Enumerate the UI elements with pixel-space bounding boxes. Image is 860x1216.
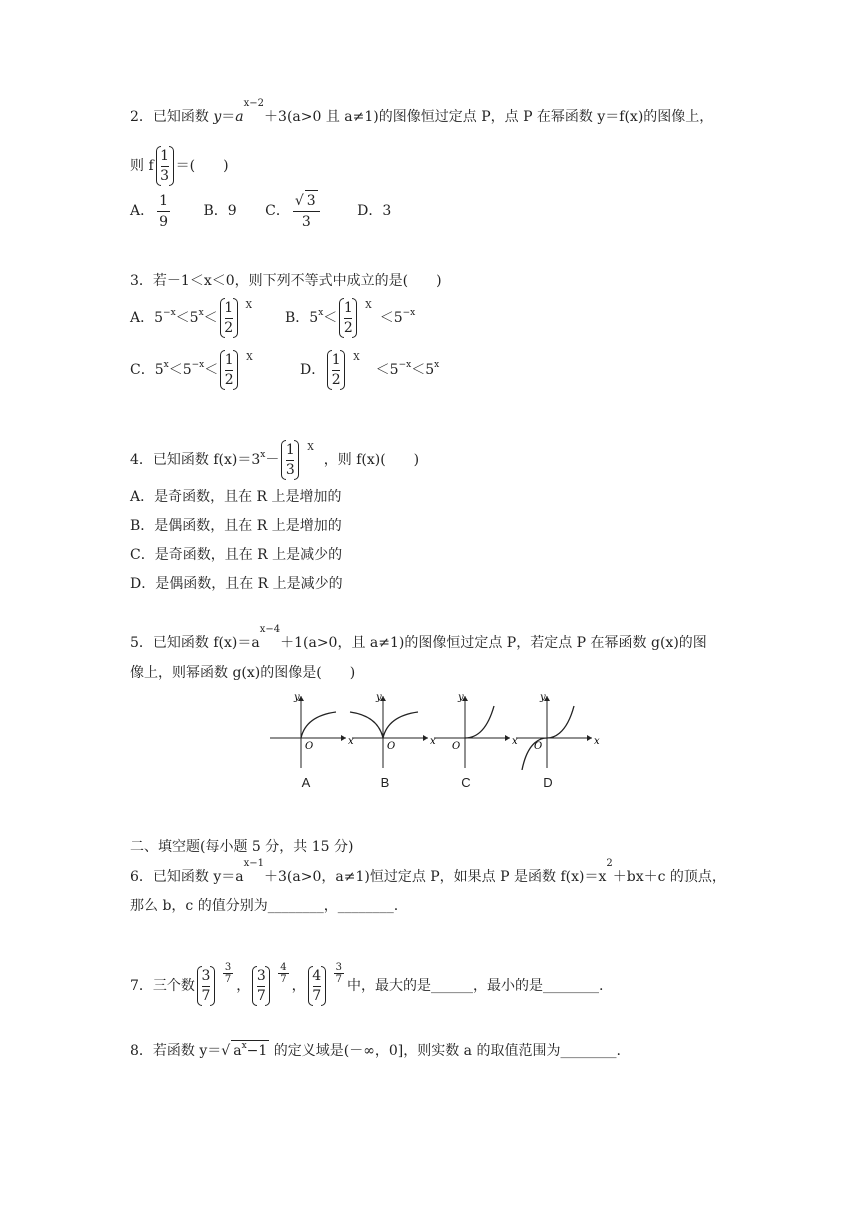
q8-exp: x bbox=[241, 1041, 247, 1051]
q2-opt-a: A． bbox=[130, 203, 155, 219]
q8-radicand-tail: −1 bbox=[246, 1043, 268, 1059]
q2-opt-b: B．9 bbox=[203, 203, 237, 219]
q4-option-d: D．是偶函数，且在 R 上是减少的 bbox=[130, 576, 343, 592]
q5-c-axis-x: x bbox=[512, 736, 518, 747]
q5-d-axis-x: x bbox=[594, 736, 600, 747]
q3-b-d: 2 bbox=[343, 320, 353, 336]
q8-radicand: a bbox=[233, 1043, 242, 1059]
q2-opt-c-frac bbox=[293, 190, 320, 232]
q3-b-tail: ＜5 bbox=[379, 310, 403, 326]
q4-stem-prefix: 4．已知函数 f(x)＝3 bbox=[130, 452, 261, 468]
q7-suffix: 中，最大的是______，最小的是________. bbox=[347, 978, 604, 994]
q7-d1: 7 bbox=[201, 988, 211, 1004]
q7-d2: 7 bbox=[256, 988, 266, 1004]
q8-radical bbox=[231, 1040, 269, 1059]
q7-e1d: 7 bbox=[224, 974, 232, 985]
q3-a-X: X bbox=[245, 301, 253, 311]
q5-label-d: D bbox=[543, 775, 553, 790]
q2-opt-a-n: 1 bbox=[157, 191, 170, 212]
q6-line2: 那么 b，c 的值分别为________，________. bbox=[130, 898, 399, 914]
q5-label-c: C bbox=[461, 775, 471, 790]
q2-frac-d: 3 bbox=[160, 168, 170, 184]
q8-line: 8．若函数 y＝√ $a^x-1$ 的定义域是(－∞，0]，则实数 a 的取值范围为________. bbox=[130, 1041, 621, 1059]
q2-line1: 2．已知函数 $y=a^{x-2}+3(a>0$ 且 a≠1)的图像恒过定点 P，点 P 在幂函数 y＝f(x)的图像上， bbox=[130, 98, 714, 125]
q3-a-frac bbox=[220, 298, 238, 338]
q3-row2: C．$5^x<5^{-x}<$ $\frac{1}{2}$ $^X$ bbox=[130, 352, 253, 388]
q2-opt-c-n: √ 3 bbox=[293, 190, 320, 212]
q5-b-axis-x: x bbox=[430, 736, 436, 747]
q5-label-a: A bbox=[301, 775, 311, 790]
q5-line1-suffix: ＋1(a>0，且 a≠1)的图像恒过定点 P，若定点 P 在幂函数 g(x)的图 bbox=[280, 635, 707, 651]
q4-frac bbox=[281, 440, 299, 480]
q3-d-tail2: ＜5 bbox=[411, 362, 435, 378]
q3-b-n: 1 bbox=[343, 300, 353, 316]
q7-exp2 bbox=[278, 962, 288, 985]
q6-line1-prefix: 6．已知函数 y＝a bbox=[130, 869, 244, 885]
q3-d-n: 1 bbox=[331, 352, 341, 368]
q3-a-n: 1 bbox=[224, 300, 234, 316]
q5-d-origin: O bbox=[534, 741, 543, 752]
q5-a-axis-x: x bbox=[348, 736, 354, 747]
q3-row1: A．$5^{-x}<5^x<$ $\frac{1}{2}$ $^X$ bbox=[130, 300, 253, 336]
q7-frac2 bbox=[252, 966, 270, 1006]
q8-prefix: 8．若函数 y＝ bbox=[130, 1043, 222, 1059]
q2-line2-prefix: 则 f bbox=[130, 158, 154, 174]
q4-option-b: B．是偶函数，且在 R 上是增加的 bbox=[130, 518, 342, 534]
q2-options bbox=[130, 190, 391, 232]
q7-comma1: ， bbox=[236, 978, 251, 994]
q4-frac-d: 3 bbox=[285, 462, 295, 478]
q5-c-axis-y: y bbox=[458, 692, 464, 703]
q3-a-rest: ＜5 bbox=[175, 310, 199, 326]
q5-line1-prefix: 5．已知函数 f(x)＝a bbox=[130, 635, 260, 651]
q3-b-frac bbox=[339, 298, 357, 338]
q7-n3: 4 bbox=[312, 968, 322, 984]
q5-b-origin: O bbox=[387, 741, 396, 752]
q5-exp: x−4 bbox=[259, 624, 281, 635]
q3-row1-b bbox=[285, 298, 415, 338]
q7-comma2: ， bbox=[291, 978, 306, 994]
q3-d-exp1: −x bbox=[398, 360, 412, 370]
q3-c-frac bbox=[220, 350, 238, 390]
q3-row2-d bbox=[300, 350, 439, 390]
q3-a-d: 2 bbox=[224, 320, 234, 336]
q8-suffix: 的定义域是(－∞，0]，则实数 a 的取值范围为________. bbox=[269, 1043, 621, 1059]
q3-b-rest: ＜ bbox=[323, 310, 338, 326]
q4-frac-n: 1 bbox=[285, 442, 295, 458]
q7-exp1 bbox=[223, 962, 233, 985]
q3-c-n: 1 bbox=[224, 352, 234, 368]
q2-paren-frac bbox=[156, 146, 174, 186]
q5-a-axis-y: y bbox=[294, 692, 300, 703]
q3-c-d: 2 bbox=[224, 372, 234, 388]
q6-line1-mid: ＋3(a>0，a≠1)恒过定点 P，如果点 P 是函数 f(x)＝x bbox=[264, 869, 607, 885]
q7-line bbox=[130, 962, 604, 1006]
q7-prefix: 7．三个数 bbox=[130, 978, 195, 994]
q7-d3: 7 bbox=[312, 988, 322, 1004]
q5-line1 bbox=[130, 624, 707, 652]
q3-c-exp1: x bbox=[163, 360, 169, 370]
q5-a-origin: O bbox=[305, 741, 314, 752]
q2-frac-n: 1 bbox=[160, 148, 170, 164]
q5-label-b: B bbox=[380, 775, 390, 790]
q5-line2: 像上，则幂函数 g(x)的图像是( ) bbox=[130, 665, 356, 681]
q4-option-c: C．是奇函数，且在 R 上是减少的 bbox=[130, 547, 343, 563]
q7-n1: 3 bbox=[201, 968, 211, 984]
q3-b-exp2: −x bbox=[402, 308, 416, 318]
q2-line2-suffix: ＝( ) bbox=[175, 158, 229, 174]
q7-e2d: 7 bbox=[280, 974, 287, 985]
q3-a-label: A．5 bbox=[130, 310, 164, 326]
q3-b-exp1: x bbox=[318, 308, 324, 318]
q7-exp3 bbox=[334, 962, 344, 985]
q3-c-X: X bbox=[246, 353, 253, 363]
q3-stem: 3．若－1＜x＜0，则下列不等式中成立的是( ) bbox=[130, 273, 442, 289]
q3-c-exp2: −x bbox=[191, 360, 205, 370]
q7-frac1 bbox=[197, 966, 215, 1006]
q7-e3d: 7 bbox=[335, 974, 343, 985]
q4-minus: － bbox=[265, 452, 280, 468]
q7-e3n: 3 bbox=[335, 962, 343, 973]
q2-opt-a-d: 9 bbox=[159, 213, 169, 230]
q3-d-d: 2 bbox=[331, 372, 341, 388]
q3-b-X: X bbox=[365, 301, 372, 311]
q7-frac3 bbox=[308, 966, 326, 1006]
q2-exp: x−2 bbox=[243, 98, 265, 109]
q3-b-label: B．5 bbox=[285, 310, 319, 326]
q2-opt-d: D．3 bbox=[357, 203, 392, 219]
q4-option-a: A．是奇函数，且在 R 上是增加的 bbox=[130, 489, 342, 505]
q3-c-label: C．5 bbox=[130, 362, 164, 378]
section2-title: 二、填空题(每小题 5 分，共 15 分) bbox=[130, 839, 354, 855]
q3-d-frac bbox=[327, 350, 345, 390]
q3-a-exp2: x bbox=[198, 308, 204, 318]
q4-X: X bbox=[307, 443, 314, 453]
q2-stem-mid: ＋3( bbox=[264, 109, 293, 125]
q2-opt-a-frac bbox=[157, 191, 170, 232]
q4-stem-suffix: ，则 f(x)( ) bbox=[323, 452, 420, 468]
q5-b-axis-y: y bbox=[376, 692, 382, 703]
q2-stem-prefix: 2．已知函数 bbox=[130, 109, 214, 125]
q5-d-axis-y: y bbox=[540, 692, 546, 703]
q5-c-origin: O bbox=[452, 741, 461, 752]
q6-exp: x−1 bbox=[243, 858, 265, 869]
q2-opt-c-d: 3 bbox=[301, 214, 311, 230]
q3-a-exp1: −x bbox=[163, 308, 176, 318]
q2-opt-c-rad: 3 bbox=[305, 190, 318, 211]
q3-d-tail: ＜5 bbox=[375, 362, 399, 378]
q4-exp: x bbox=[260, 450, 266, 460]
q2-line2 bbox=[130, 146, 229, 186]
q6-line1 bbox=[130, 858, 726, 886]
q2-cond: a>0 且 a≠1 bbox=[292, 109, 374, 125]
q4-stem bbox=[130, 440, 419, 480]
q2-stem-tail: )的图像恒过定点 P，点 P 在幂函数 y＝f(x)的图像上， bbox=[373, 109, 714, 125]
q6-sq: 2 bbox=[606, 858, 613, 869]
q3-d-X: X bbox=[353, 353, 360, 363]
q7-n2: 3 bbox=[256, 968, 266, 984]
q7-e2n: 4 bbox=[280, 962, 287, 973]
q3-c-rest: ＜5 bbox=[168, 362, 192, 378]
q3-d-label: D． bbox=[300, 362, 326, 378]
q2-opt-c: C． bbox=[265, 203, 290, 219]
q6-line1-suffix: ＋bx＋c 的顶点， bbox=[612, 869, 726, 885]
q7-e1n: 3 bbox=[224, 962, 232, 973]
q3-d-exp2: x bbox=[434, 360, 440, 370]
